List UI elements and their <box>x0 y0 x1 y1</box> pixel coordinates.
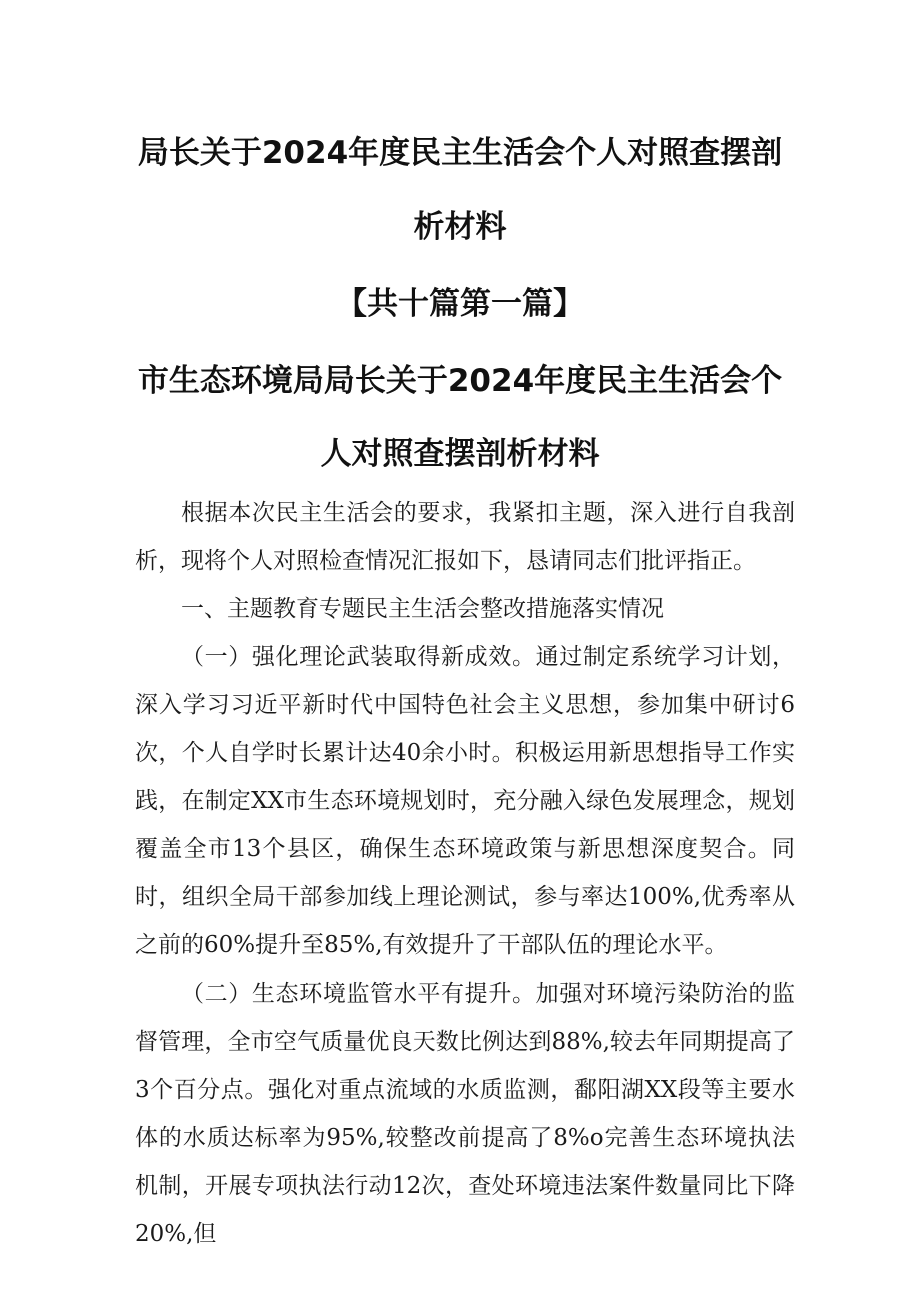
document-title-line-2: 析材料 <box>413 209 507 245</box>
document-subtitle-line-2: 人对照查摆剖析材料 <box>320 436 600 472</box>
document-subtitle-line-1: 市生态环境局局长关于2024年度民主生活会个 <box>137 363 783 399</box>
section-heading-1: 一、主题教育专题民主生活会整改措施落实情况 <box>181 596 664 622</box>
series-label: 【共十篇第一篇】 <box>336 286 584 322</box>
document-title-line-1: 局长关于2024年度民主生活会个人对照查摆剖 <box>137 135 783 171</box>
paragraph-supervision: （二）生态环境监管水平有提升。加强对环境污染防治的监督管理，全市空气质量优良天数比例达到88%,较去年同期提高了3个百分点。强化对重点流域的水质监测，鄱阳湖XX段等主要水体的水质达标率为95%,较整改前提高了8%o完善生态环境执法机制，开展专项执法行动12次，查处环境违法案件数量同比下降20%,但 <box>135 981 795 1247</box>
intro-paragraph: 根据本次民主生活会的要求，我紧扣主题，深入进行自我剖析，现将个人对照检查情况汇报如下，恳请同志们批评指正。 <box>135 500 795 574</box>
paragraph-theory: （一）强化理论武装取得新成效。通过制定系统学习计划，深入学习习近平新时代中国特色社会主义思想，参加集中研讨6次，个人自学时长累计达40余小时。积极运用新思想指导工作实践，在制定XX市生态环境规划时，充分融入绿色发展理念，规划覆盖全市13个县区，确保生态环境政策与新思想深度契合。同时，组织全局干部参加线上理论测试，参与率达100%,优秀率从之前的60%提升至85%,有效提升了干部队伍的理论水平。 <box>135 644 795 958</box>
